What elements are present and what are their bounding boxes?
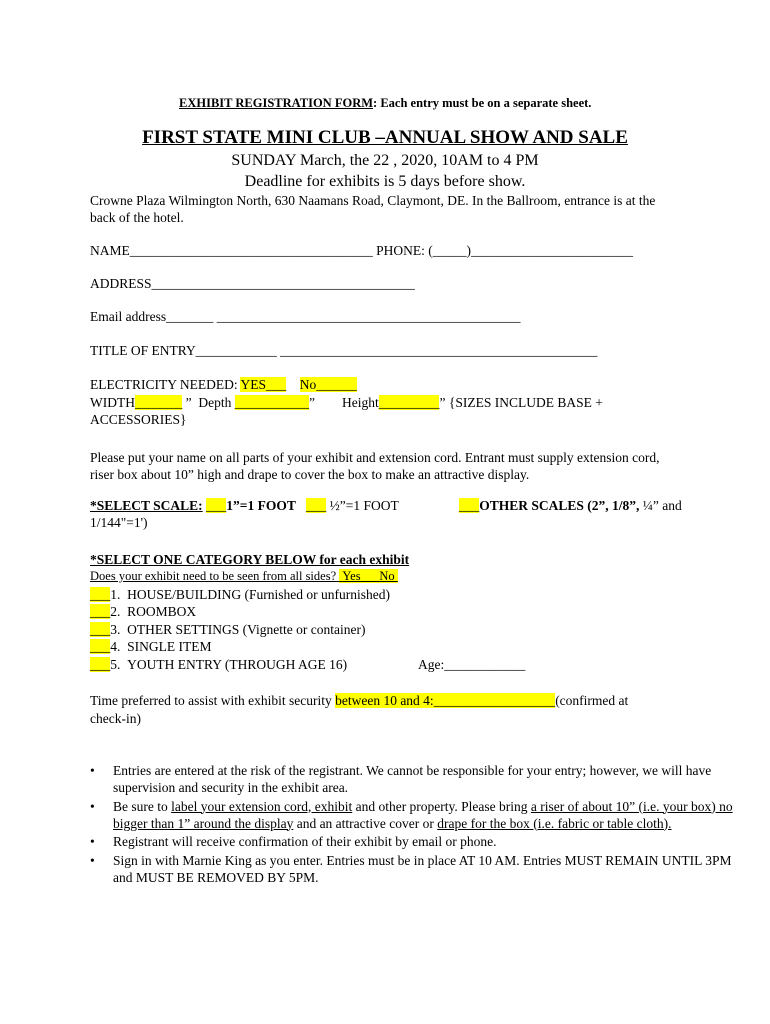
category-3-blank[interactable]: ___ [90,622,111,637]
category-question-row [90,568,398,585]
category-2-number: 2. [110,604,121,619]
age-row [418,656,525,673]
rule-labeling-mid: and other property. Please bring [355,798,528,814]
scale-label: *SELECT SCALE: [90,498,203,513]
deadline-line: Deadline for exhibits is 5 days before show. [244,173,526,190]
category-5-label: YOUTH ENTRY (THROUGH AGE 16) [127,657,348,672]
dimensions-continuation: ACCESSORIES} [90,412,187,427]
all-sides-yes-option[interactable] [339,569,397,583]
width-field[interactable]: _______ [134,395,183,410]
category-item-5 [90,656,347,673]
category-4-blank[interactable]: ___ [90,639,111,654]
electricity-row [90,376,357,393]
category-2-blank[interactable]: ___ [90,604,111,619]
list-item [90,798,740,832]
address-field[interactable]: _______________________________________ [151,276,415,291]
security-time-field[interactable] [335,693,555,708]
title-of-entry-field-part-1[interactable]: ____________ [195,343,277,358]
category-5-number: 5. [110,657,121,672]
age-label: Age: [418,657,445,672]
height-label: Height [341,395,379,410]
rule-labeling-underline-2: a riser of about 10” (i.e. your box) no bigger than 1” around the display [113,798,733,831]
category-item-1 [90,586,390,603]
email-field-part-2[interactable]: _____________________________________________ [216,309,521,324]
scale-2-blank[interactable]: ___ [306,498,327,513]
list-item [90,762,740,796]
phone-label: PHONE: ( [376,243,433,258]
email-row [90,308,520,325]
category-3-label: OTHER SETTINGS (Vignette or container) [127,622,366,637]
address-row [90,275,415,292]
rule-labeling-mid-2: and an attractive cover or [296,815,434,831]
bullet-icon: • [90,763,95,778]
category-2-label: ROOMBOX [127,604,197,619]
security-time-blank: __________________ [433,693,556,708]
form-header-line [179,95,591,112]
list-item [90,852,740,886]
age-field[interactable]: ____________ [444,657,526,672]
security-continuation: check-in) [90,711,141,726]
name-label: NAME [90,243,130,258]
height-unit: ” {SIZES INCLUDE BASE + [439,395,603,410]
category-heading: *SELECT ONE CATEGORY BELOW for each exhibit [90,552,410,567]
rule-confirmation: Registrant will receive confirmation of their exhibit by email or phone. [113,834,497,849]
security-row [90,692,628,709]
electricity-yes-label: YES [240,377,266,392]
category-1-number: 1. [110,587,121,602]
phone-area-field[interactable]: _____ [432,243,467,258]
category-4-number: 4. [110,639,121,654]
email-field-part-1[interactable]: _______ [166,309,214,324]
rule-risk: Entries are entered at the risk of the registrant. We cannot be responsible for your entry; however, we will have supervision and security in the exhibit area. [113,763,712,795]
scale-3-blank[interactable]: ___ [459,498,480,513]
bullet-icon: • [90,834,95,849]
category-item-2 [90,603,196,620]
instructions-line-1: Please put your name on all parts of your exhibit and extension cord. Entrant must supply extension cord, [90,450,660,465]
scale-option-2: ½”=1 FOOT [329,498,399,513]
depth-unit: ” [308,395,315,410]
form-note: Each entry must be on a separate sheet. [380,96,592,110]
depth-label: Depth [198,395,232,410]
phone-field[interactable]: ________________________ [471,243,633,258]
category-4-label: SINGLE ITEM [127,639,212,654]
rule-labeling-underline-3: drape for the box (i.e. fabric or table cloth). [437,815,672,831]
rule-labeling-pre: Be sure to [113,798,168,814]
category-5-blank[interactable]: ___ [90,657,111,672]
dimensions-row [90,394,603,411]
all-sides-no-label: No [379,569,395,583]
category-1-label: HOUSE/BUILDING (Furnished or unfurnished) [127,587,390,602]
scale-option-3-tail: ¼” and [642,498,682,513]
location-line-1: Crowne Plaza Wilmington North, 630 Naamans Road, Claymont, DE. In the Ballroom, entrance is at the [90,193,656,208]
instructions-line-2: riser box about 10” high and drape to cover the box to make an attractive display. [90,467,530,482]
electricity-yes-blank: ___ [266,377,287,392]
title-of-entry-label: TITLE OF ENTRY [90,343,196,358]
scale-option-1: 1”=1 FOOT [226,498,296,513]
form-label-colon: : [373,96,378,110]
address-label: ADDRESS [90,276,152,291]
title-of-entry-field-part-2[interactable]: _______________________________________________ [280,343,598,358]
height-field[interactable]: _________ [378,395,440,410]
electricity-label: ELECTRICITY NEEDED: [90,377,238,392]
category-item-4 [90,638,212,655]
electricity-no-blank: ______ [316,377,357,392]
depth-field[interactable]: ___________ [234,395,309,410]
rules-list [90,762,740,887]
security-time-label: between 10 and 4: [335,693,434,708]
event-date-line: SUNDAY March, the 22 , 2020, 10AM to 4 PM [231,152,539,169]
bullet-icon: • [90,852,95,868]
location-line-2: back of the hotel. [90,210,184,225]
form-label: EXHIBIT REGISTRATION FORM [179,96,374,110]
security-suffix: (confirmed at [555,693,629,708]
all-sides-yes-label: Yes [342,569,361,583]
width-unit: ” [185,395,192,410]
rule-labeling-underline-1: label your extension cord, exhibit [171,798,353,814]
name-phone-row [90,242,633,259]
title-of-entry-row [90,342,597,359]
electricity-no-option[interactable] [300,377,357,392]
width-label: WIDTH [90,395,135,410]
phone-close-paren: ) [466,243,471,258]
category-1-blank[interactable]: ___ [90,587,111,602]
electricity-no-label: No [299,377,317,392]
scale-continuation: 1/144"=1') [90,515,148,530]
scale-other-row [459,497,682,514]
rule-labeling [113,799,733,831]
electricity-yes-option[interactable] [240,377,286,392]
name-field[interactable]: ____________________________________ [129,243,373,258]
scale-1-blank[interactable]: ___ [206,498,227,513]
security-text: Time preferred to assist with exhibit security [90,693,332,708]
category-item-3 [90,621,366,638]
bullet-icon: • [90,798,95,814]
scale-row [90,497,399,514]
rule-sign-in: Sign in with Marnie King as you enter. Entries must be in place AT 10 AM. Entries MUST REMAIN UNTIL 3PM and MUST BE REMOVED BY 5PM. [113,852,732,885]
page-title: FIRST STATE MINI CLUB –ANNUAL SHOW AND SALE [142,127,628,148]
list-item [90,833,740,850]
email-label: Email address [90,309,167,324]
category-3-number: 3. [110,622,121,637]
category-question: Does your exhibit need to be seen from all sides? [90,569,337,583]
scale-option-3: OTHER SCALES (2”, 1/8”, [479,498,640,513]
